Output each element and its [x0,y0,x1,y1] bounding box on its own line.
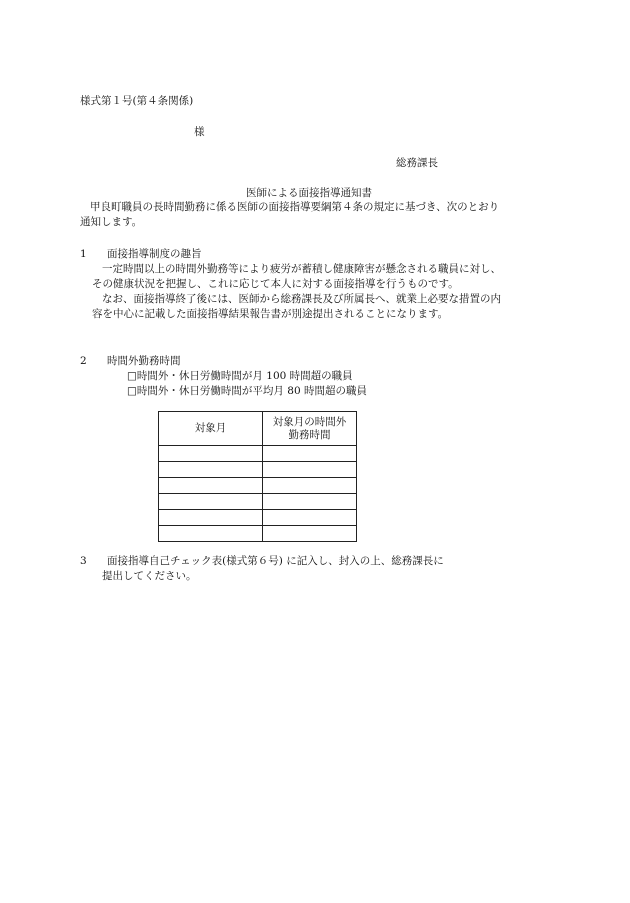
header-overtime-hours-line-1: 対象月の時間外 [272,415,347,428]
month-cell[interactable] [159,510,263,526]
month-cell[interactable] [159,478,263,494]
table-row [159,462,357,478]
section-3-line-2: 提出してください。 [102,570,197,582]
table-row [159,494,357,510]
table-row [159,478,357,494]
section-1-number: 1 [80,248,87,260]
overtime-option-80h-average[interactable]: □時間外・休日労働時間が平均月 80 時間超の職員 [127,385,367,397]
hours-cell[interactable] [263,526,357,542]
overtime-hours-table [158,411,357,542]
hours-cell[interactable] [263,510,357,526]
section-3-number: 3 [80,555,87,567]
section-1-heading: 面接指導制度の趣旨 [107,248,202,260]
section-3-line-1: 面接指導自己チェック表(様式第６号) に記入し、封入の上、総務課長に [107,555,444,567]
section-1-line-3: なお、面接指導終了後には、医師から総務課長及び所属長へ、就業上必要な措置の内 [102,293,501,305]
section-2-heading: 時間外勤務時間 [107,355,181,367]
hours-cell[interactable] [263,446,357,462]
table-row [159,446,357,462]
section-1-line-4: 容を中心に記載した面接指導結果報告書が別途提出されることになります。 [92,308,449,320]
header-target-month: 対象月 [159,412,263,446]
sender-title: 総務課長 [396,157,438,169]
month-cell[interactable] [159,462,263,478]
table-row [159,510,357,526]
table-row [159,526,357,542]
month-cell[interactable] [159,494,263,510]
month-cell[interactable] [159,446,263,462]
hours-cell[interactable] [263,478,357,494]
intro-line-2: 通知します。 [80,216,143,228]
overtime-option-100h[interactable]: □時間外・休日労働時間が月 100 時間超の職員 [127,370,353,382]
form-label: 様式第１号(第４条関係) [80,95,194,107]
addressee-suffix: 様 [194,126,205,138]
section-1-line-2: その健康状況を把握し、これに応じて本人に対する面接指導を行うものです。 [92,278,459,290]
section-2-number: 2 [80,355,87,367]
intro-line-1: 甲良町職員の長時間勤務に係る医師の面接指導要綱第４条の規定に基づき、次のとおり [90,201,500,213]
section-1-line-1: 一定時間以上の時間外勤務等により疲労が蓄積し健康障害が懸念される職員に対し、 [102,263,501,275]
hours-cell[interactable] [263,494,357,510]
month-cell[interactable] [159,526,263,542]
document-title: 医師による面接指導通知書 [246,187,372,199]
header-overtime-hours [263,412,357,446]
header-overtime-hours-line-2: 勤務時間 [288,428,331,441]
hours-cell[interactable] [263,462,357,478]
